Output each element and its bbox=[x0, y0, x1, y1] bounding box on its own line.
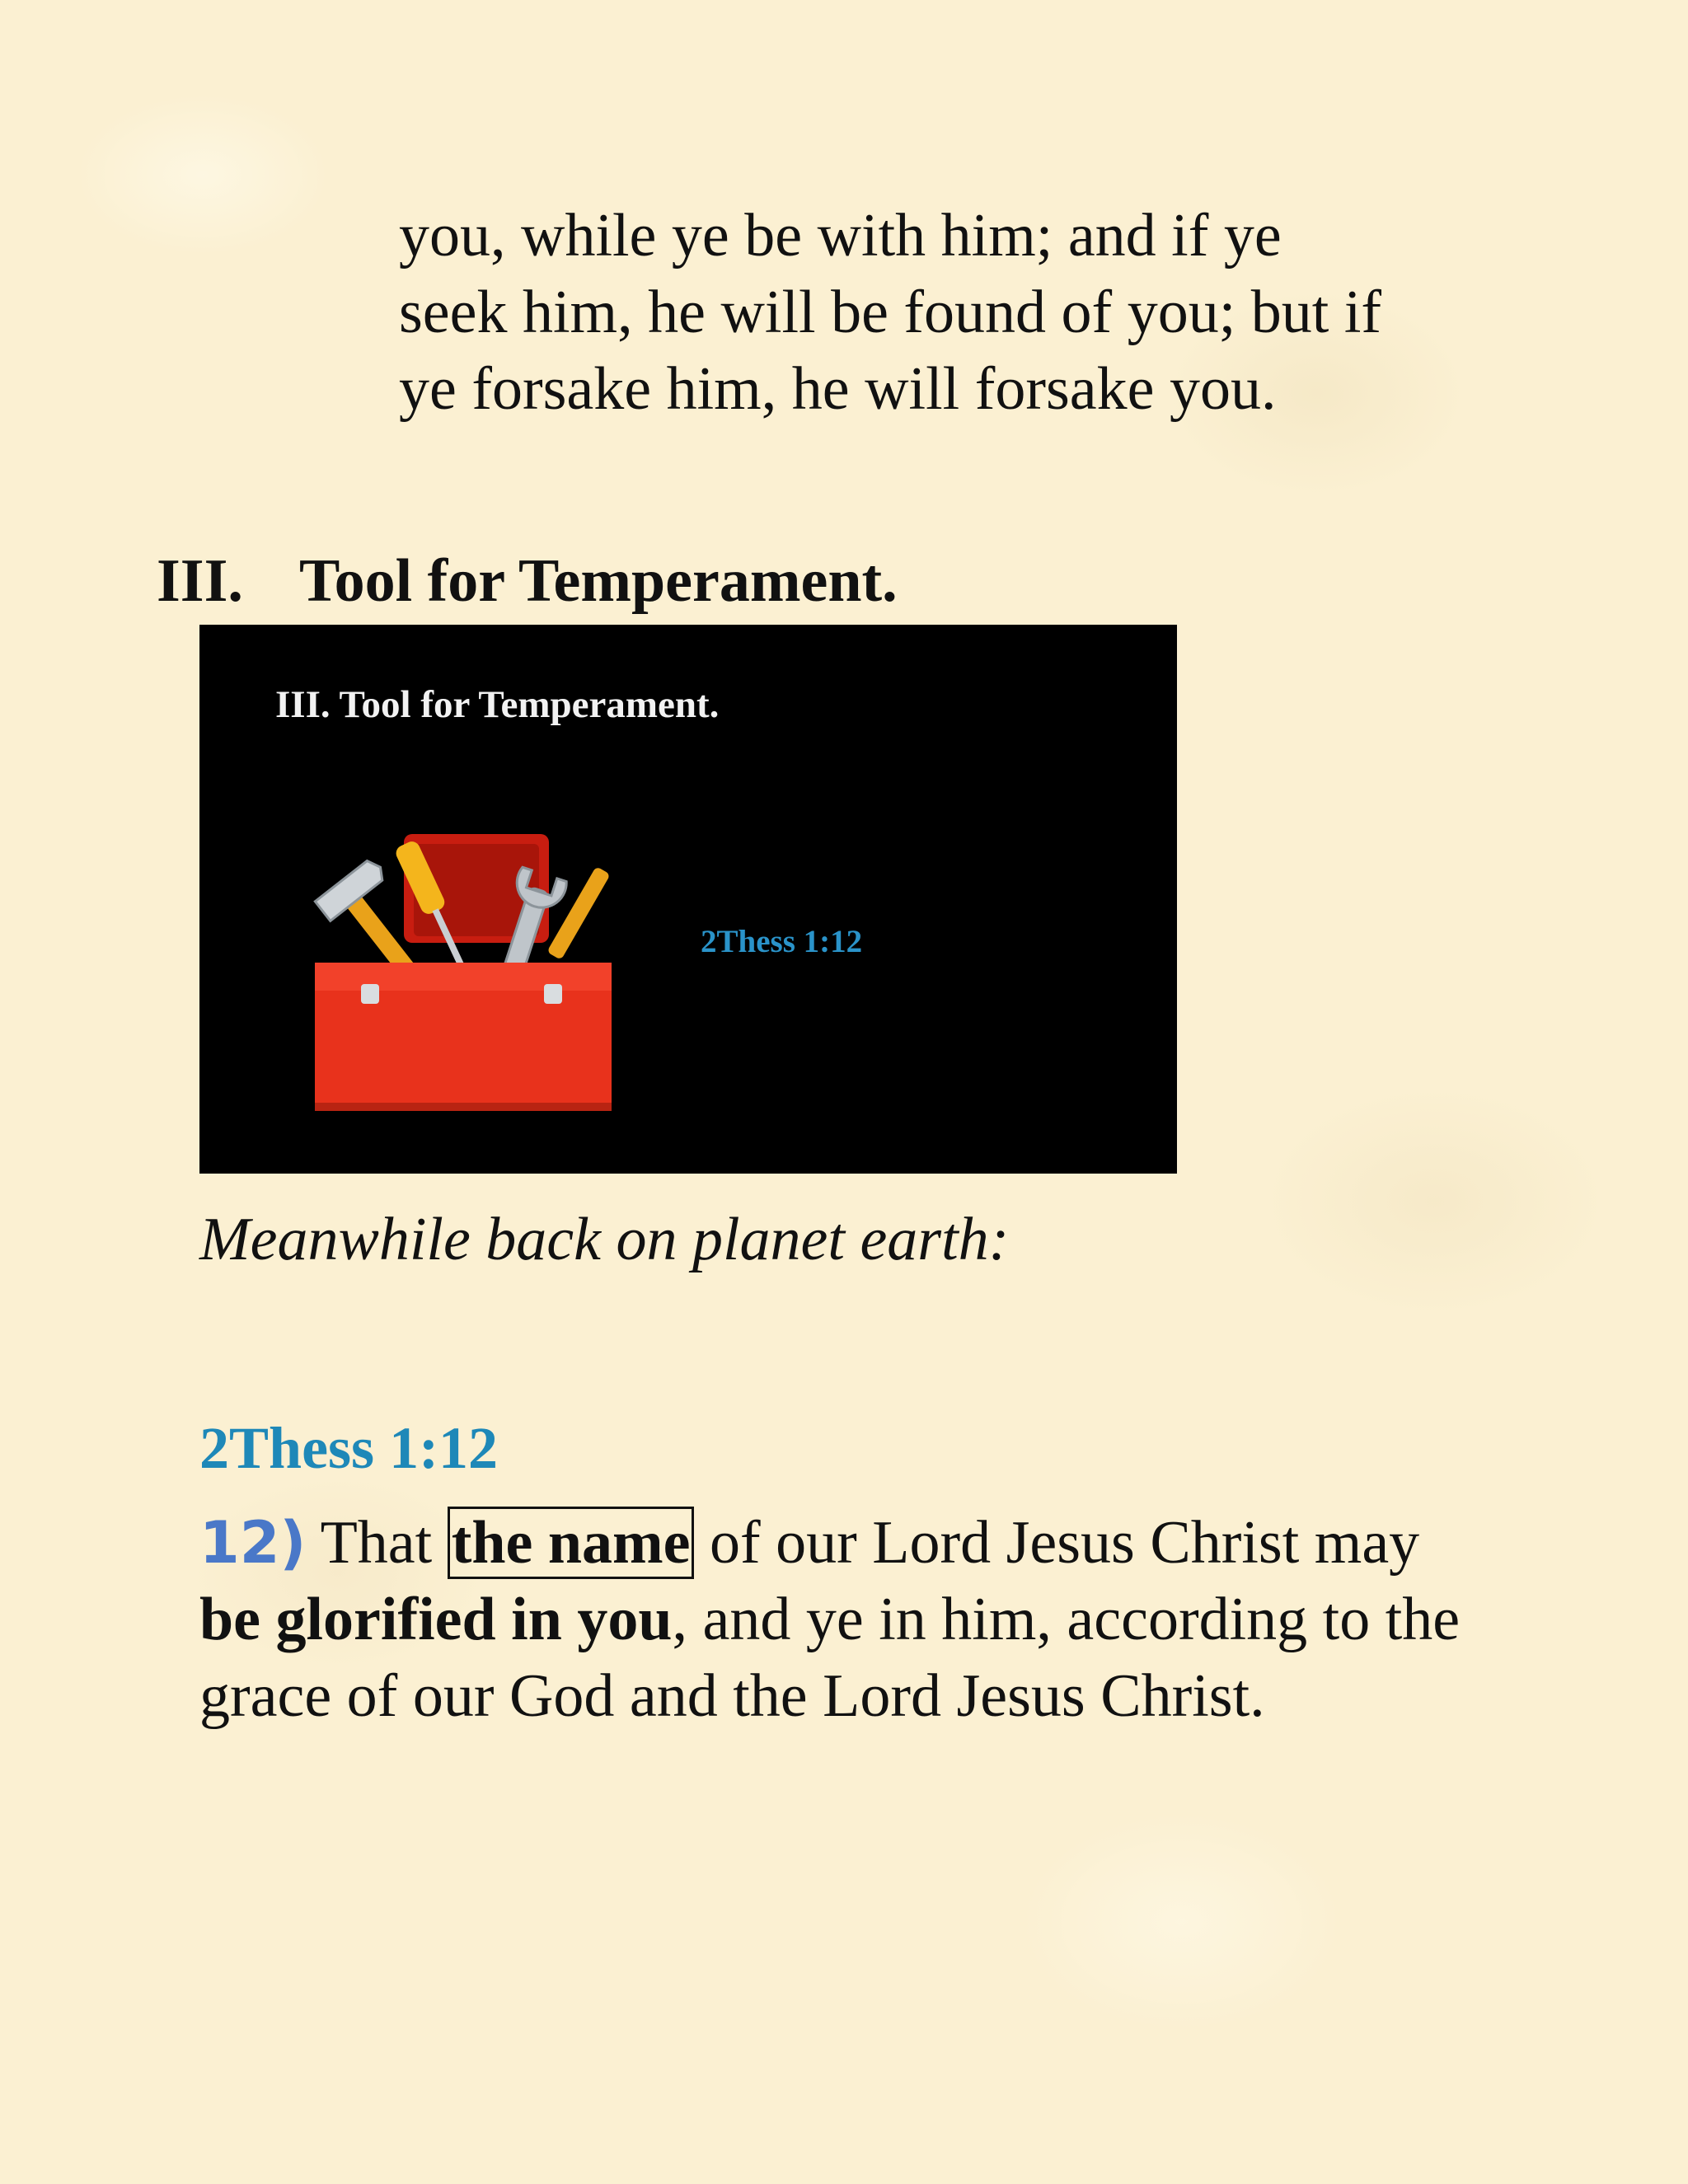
toolbox-icon bbox=[282, 823, 645, 1136]
scripture-reference: 2Thess 1:12 bbox=[199, 1415, 499, 1481]
slide-reference: 2Thess 1:12 bbox=[701, 924, 863, 959]
verse-continuation bbox=[399, 198, 1553, 428]
verse-line: seek him, he will be found of you; but if bbox=[399, 279, 1382, 346]
verse-number: 12) bbox=[199, 1509, 307, 1577]
bold-phrase: be glorified in you bbox=[199, 1586, 673, 1653]
intro-line: Meanwhile back on planet earth: bbox=[199, 1206, 1010, 1273]
scripture-verse bbox=[199, 1505, 1485, 1735]
section-number: III. bbox=[157, 547, 243, 615]
verse-text: That bbox=[306, 1509, 448, 1577]
slide-image bbox=[199, 625, 1177, 1174]
verse-text: of our Lord Jesus Christ may bbox=[694, 1509, 1420, 1577]
slide-title: III. Tool for Temperament. bbox=[275, 683, 720, 726]
verse-text: , and ye in him, according to the grace of our God and the Lord Jesus Christ. bbox=[199, 1586, 1461, 1730]
section-heading bbox=[157, 544, 898, 618]
verse-line: you, while ye be with him; and if ye bbox=[399, 202, 1282, 269]
boxed-phrase: the name bbox=[448, 1507, 695, 1579]
verse-line: ye forsake him, he will forsake you. bbox=[399, 355, 1277, 423]
section-title: Tool for Temperament. bbox=[299, 547, 898, 615]
